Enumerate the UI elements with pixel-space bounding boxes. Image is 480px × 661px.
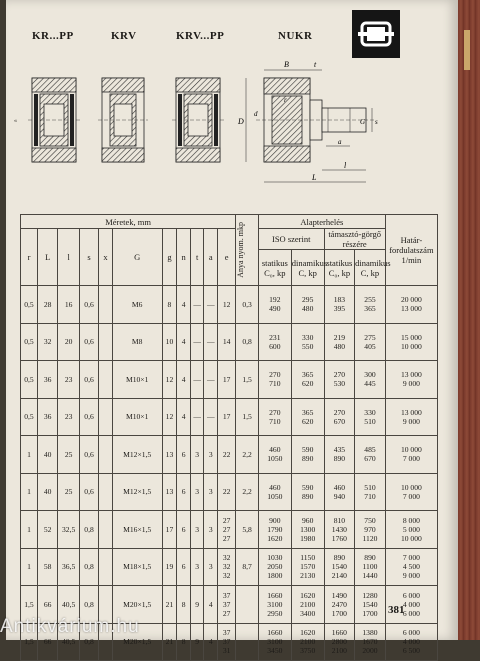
dim-s: s <box>375 118 378 126</box>
cell-n: 8 <box>177 586 191 624</box>
page-number: 381 <box>388 604 405 616</box>
watermark: Antikvárium.hu <box>0 616 140 637</box>
cell-sup_dyn: 300 445 <box>355 361 386 399</box>
cell-sup_dyn: 485 670 <box>355 436 386 474</box>
cell-r: 1,5 <box>21 586 38 624</box>
table-row <box>21 436 438 474</box>
cell-iso_stat: 460 1050 <box>258 436 291 474</box>
cell-sup_stat: 270 530 <box>324 361 355 399</box>
cell-x <box>99 511 113 549</box>
cell-n: 6 <box>177 436 191 474</box>
cell-G: M10×1 <box>112 361 162 399</box>
cell-speed: 8 000 5 000 10 000 <box>385 511 437 549</box>
nut-torque-header: Anya nyom. mkp <box>236 215 259 286</box>
cell-sup_stat: 435 890 <box>324 436 355 474</box>
cell-g: 12 <box>162 361 177 399</box>
cell-iso_stat: 270 710 <box>258 398 291 436</box>
col-L: L <box>37 229 57 286</box>
cell-iso_dyn: 1150 1570 2130 <box>291 548 324 586</box>
cell-L: 32 <box>37 323 57 361</box>
cell-sup_stat: 270 670 <box>324 398 355 436</box>
limit-speed-header: Határ-fordulatszám 1/min <box>385 215 437 286</box>
col-x: x <box>99 229 113 286</box>
sup-stat-header: statikus C₀, kp <box>324 250 355 286</box>
cell-a: 3 <box>204 548 218 586</box>
col-G: G <box>112 229 162 286</box>
col-n: n <box>177 229 191 286</box>
dim-D: D <box>238 117 244 126</box>
cell-g: 13 <box>162 473 177 511</box>
cell-g: 13 <box>162 436 177 474</box>
technical-drawings <box>20 56 440 196</box>
cell-g: 21 <box>162 623 177 661</box>
cell-G: M10×1 <box>112 398 162 436</box>
cell-a: 4 <box>204 623 218 661</box>
cell-iso_dyn: 590 890 <box>291 436 324 474</box>
cell-a: 3 <box>204 511 218 549</box>
cell-l: 25 <box>58 473 80 511</box>
cell-iso_stat: 1660 3100 2950 <box>258 586 291 624</box>
header-kr-pp: KR...PP <box>32 30 74 42</box>
cell-iso_dyn: 295 480 <box>291 286 324 324</box>
cell-x <box>99 548 113 586</box>
spec-table <box>20 214 438 661</box>
cell-t: 9 <box>190 623 204 661</box>
cell-sup_dyn: 750 970 1120 <box>355 511 386 549</box>
cell-t: — <box>190 323 204 361</box>
cell-torque: 5,8 <box>236 511 259 549</box>
cell-iso_dyn: 330 550 <box>291 323 324 361</box>
cell-a: — <box>204 398 218 436</box>
cell-e: 37 37 27 <box>218 586 236 624</box>
cell-a: — <box>204 286 218 324</box>
support-header: támasztó-görgő részére <box>324 229 385 250</box>
col-e: e <box>218 229 236 286</box>
cell-sup_stat: 460 940 <box>324 473 355 511</box>
header-krv-pp: KRV...PP <box>176 30 225 42</box>
cell-n: 4 <box>177 398 191 436</box>
cell-torque: 2,2 <box>236 473 259 511</box>
cell-s: 0,8 <box>79 623 98 661</box>
col-r: r <box>21 229 38 286</box>
cell-s: 0,8 <box>79 586 98 624</box>
cell-e: 17 <box>218 361 236 399</box>
cell-torque: 1,5 <box>236 361 259 399</box>
drawing-nukr <box>237 60 378 182</box>
cell-e: 17 <box>218 398 236 436</box>
cell-sup_stat: 810 1430 1760 <box>324 511 355 549</box>
cell-G: M12×1,5 <box>112 473 162 511</box>
cell-G: M6 <box>112 286 162 324</box>
cell-r: 1 <box>21 436 38 474</box>
cell-n: 8 <box>177 623 191 661</box>
iso-header: ISO szerint <box>258 229 324 250</box>
cell-sup_dyn: 890 1100 1440 <box>355 548 386 586</box>
cell-iso_stat: 192 490 <box>258 286 291 324</box>
cell-G: M20×1,5 <box>112 586 162 624</box>
cell-s: 0,6 <box>79 323 98 361</box>
cell-iso_stat: 270 710 <box>258 361 291 399</box>
cell-l: 40,5 <box>58 586 80 624</box>
cell-speed: 13 000 9 000 <box>385 361 437 399</box>
cell-r: 0,5 <box>21 398 38 436</box>
cell-torque: 0,3 <box>236 286 259 324</box>
cell-e: 22 <box>218 473 236 511</box>
dim-l: l <box>344 161 347 170</box>
cell-sup_stat: 183 395 <box>324 286 355 324</box>
cell-speed: 6 000 4 000 6 000 <box>385 586 437 624</box>
cell-s: 0,8 <box>79 511 98 549</box>
cell-L: 28 <box>37 286 57 324</box>
table-row <box>21 361 438 399</box>
cell-speed: 6 000 4 000 6 500 <box>385 623 437 661</box>
dim-G: G <box>360 118 366 126</box>
cell-r: 0,5 <box>21 286 38 324</box>
cell-s: 0,6 <box>79 398 98 436</box>
cell-x <box>99 473 113 511</box>
cell-t: 3 <box>190 436 204 474</box>
cell-iso_stat: 1030 2050 1800 <box>258 548 291 586</box>
cell-speed: 13 000 9 000 <box>385 398 437 436</box>
cell-G: M20×1,5 <box>112 623 162 661</box>
col-g: g <box>162 229 177 286</box>
col-t: t <box>190 229 204 286</box>
cell-e: 22 <box>218 436 236 474</box>
cell-iso_dyn: 365 620 <box>291 398 324 436</box>
cell-x <box>99 323 113 361</box>
cell-r: 1,5 <box>21 623 38 661</box>
col-s: s <box>79 229 98 286</box>
cell-L: 36 <box>37 361 57 399</box>
cell-a: — <box>204 323 218 361</box>
cell-g: 19 <box>162 548 177 586</box>
cell-L: 66 <box>37 623 57 661</box>
yoke-roller-icon <box>352 10 400 58</box>
spec-table-wrap <box>20 214 438 661</box>
cell-L: 52 <box>37 511 57 549</box>
cell-sup_dyn: 275 405 <box>355 323 386 361</box>
table-row <box>21 548 438 586</box>
cell-s: 0,6 <box>79 361 98 399</box>
cell-G: M8 <box>112 323 162 361</box>
side-mark: « <box>14 118 17 124</box>
cell-iso_dyn: 1620 2100 3400 <box>291 586 324 624</box>
cell-l: 23 <box>58 398 80 436</box>
cell-e: 14 <box>218 323 236 361</box>
header-nukr: NUKR <box>278 30 313 42</box>
cell-iso_dyn: 590 890 <box>291 473 324 511</box>
cell-t: 3 <box>190 548 204 586</box>
drawing-krv-pp <box>172 78 224 162</box>
cell-s: 0,6 <box>79 436 98 474</box>
cell-iso_stat: 231 600 <box>258 323 291 361</box>
cell-a: 3 <box>204 473 218 511</box>
cell-n: 4 <box>177 361 191 399</box>
cell-iso_dyn: 960 1300 1980 <box>291 511 324 549</box>
cell-l: 23 <box>58 361 80 399</box>
cell-r: 0,5 <box>21 361 38 399</box>
cell-s: 0,8 <box>79 548 98 586</box>
cell-G: M12×1,5 <box>112 436 162 474</box>
dim-a: a <box>338 138 342 146</box>
cell-sup_stat: 890 1540 2140 <box>324 548 355 586</box>
cell-r: 1 <box>21 548 38 586</box>
cell-a: 4 <box>204 586 218 624</box>
cell-x <box>99 398 113 436</box>
table-row <box>21 323 438 361</box>
cell-torque: 0,8 <box>236 323 259 361</box>
cell-t: 3 <box>190 511 204 549</box>
sup-dyn-header: dinamikus C, kp <box>355 250 386 286</box>
cell-n: 4 <box>177 286 191 324</box>
table-row <box>21 473 438 511</box>
cell-x <box>99 361 113 399</box>
table-row <box>21 286 438 324</box>
spec-table-body <box>21 286 438 661</box>
cell-G: M18×1,5 <box>112 548 162 586</box>
cell-iso_dyn: 365 620 <box>291 361 324 399</box>
cell-l: 36,5 <box>58 548 80 586</box>
drawing-kr-pp <box>28 78 80 162</box>
cell-e: 32 32 32 <box>218 548 236 586</box>
drawing-krv <box>98 78 148 162</box>
cell-a: — <box>204 361 218 399</box>
cell-r: 1 <box>21 511 38 549</box>
cell-iso_dyn: 1620 2100 3750 <box>291 623 324 661</box>
cell-L: 66 <box>37 586 57 624</box>
cell-e: 27 27 27 <box>218 511 236 549</box>
cell-t: — <box>190 286 204 324</box>
cell-l: 32,5 <box>58 511 80 549</box>
cell-t: — <box>190 398 204 436</box>
cell-sup_stat: 1660 2800 2100 <box>324 623 355 661</box>
group-dimensions-header: Méretek, mm <box>21 215 236 229</box>
cell-e: 12 <box>218 286 236 324</box>
cell-g: 12 <box>162 398 177 436</box>
cell-t: 9 <box>190 586 204 624</box>
dim-r: r <box>284 96 287 104</box>
cell-sup_dyn: 510 710 <box>355 473 386 511</box>
cell-speed: 10 000 7 000 <box>385 473 437 511</box>
header-krv: KRV <box>111 30 137 42</box>
cell-g: 10 <box>162 323 177 361</box>
cell-n: 6 <box>177 548 191 586</box>
cell-iso_stat: 1660 3100 3450 <box>258 623 291 661</box>
cell-r: 1 <box>21 473 38 511</box>
book-spine <box>458 0 480 640</box>
cell-speed: 20 000 13 000 <box>385 286 437 324</box>
cell-g: 8 <box>162 286 177 324</box>
col-l: l <box>58 229 80 286</box>
table-row <box>21 511 438 549</box>
bookmark-ribbon <box>464 30 470 70</box>
cell-l: 20 <box>58 323 80 361</box>
cell-t: — <box>190 361 204 399</box>
cell-iso_stat: 460 1050 <box>258 473 291 511</box>
dim-t: t <box>314 60 317 69</box>
cell-iso_stat: 900 1790 1620 <box>258 511 291 549</box>
cell-e: 37 37 31 <box>218 623 236 661</box>
cell-r: 0,5 <box>21 323 38 361</box>
cell-torque: 2,2 <box>236 436 259 474</box>
col-a: a <box>204 229 218 286</box>
table-row <box>21 398 438 436</box>
cell-l: 16 <box>58 286 80 324</box>
cell-speed: 7 000 4 500 9 000 <box>385 548 437 586</box>
dim-B: B <box>284 60 289 69</box>
cell-torque: 8,7 <box>236 548 259 586</box>
cell-n: 4 <box>177 323 191 361</box>
cell-L: 58 <box>37 548 57 586</box>
cell-sup_dyn: 330 510 <box>355 398 386 436</box>
iso-stat-header: statikus C₀, kp <box>258 250 291 286</box>
group-load-header: Alapterhelés <box>258 215 385 229</box>
cell-s: 0,6 <box>79 286 98 324</box>
cell-l: 40,5 <box>58 623 80 661</box>
cell-n: 6 <box>177 511 191 549</box>
cell-g: 17 <box>162 511 177 549</box>
cell-n: 6 <box>177 473 191 511</box>
cell-l: 25 <box>58 436 80 474</box>
dim-d: d <box>254 110 258 118</box>
cell-sup_stat: 1490 2470 1700 <box>324 586 355 624</box>
cell-sup_dyn: 255 365 <box>355 286 386 324</box>
cell-L: 40 <box>37 473 57 511</box>
dim-L: L <box>312 173 317 182</box>
cell-x <box>99 436 113 474</box>
cell-a: 3 <box>204 436 218 474</box>
cell-g: 21 <box>162 586 177 624</box>
cell-L: 36 <box>37 398 57 436</box>
iso-dyn-header: dinamikus C, kp <box>291 250 324 286</box>
cell-x <box>99 286 113 324</box>
cell-s: 0,6 <box>79 473 98 511</box>
cell-torque: 1,5 <box>236 398 259 436</box>
cell-L: 40 <box>37 436 57 474</box>
cell-t: 3 <box>190 473 204 511</box>
cell-G: M16×1,5 <box>112 511 162 549</box>
cell-speed: 10 000 7 000 <box>385 436 437 474</box>
cell-sup_stat: 219 480 <box>324 323 355 361</box>
cell-sup_dyn: 1380 1670 2000 <box>355 623 386 661</box>
cell-sup_dyn: 1280 1540 1700 <box>355 586 386 624</box>
cell-speed: 15 000 10 000 <box>385 323 437 361</box>
